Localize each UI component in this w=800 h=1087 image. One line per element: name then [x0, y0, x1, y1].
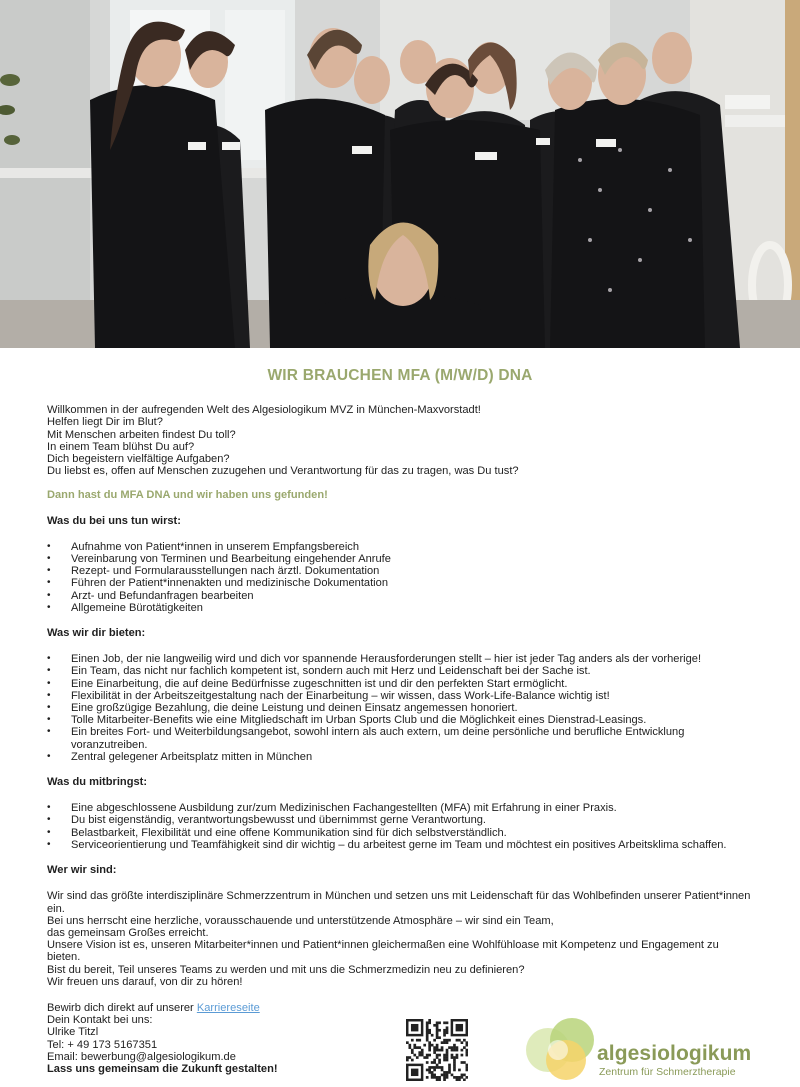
career-page-link[interactable]: Karriereseite	[196, 1001, 260, 1014]
intro	[47, 404, 752, 477]
headline: WIR BRAUCHEN MFA (M/W/D) DNA	[267, 367, 533, 384]
intro-line: Willkommen in der aufregenden Welt des Algesiologikum MVZ in München-Maxvorstadt!	[47, 404, 481, 417]
contact-name: Ulrike Titzl	[47, 1026, 99, 1039]
about-paragraph: Unsere Vision ist es, unseren Mitarbeiter*innen und Patient*innen gleichermaßen eine Wohlfühloase mit Kompetenz und Engagement zu bieten.	[47, 939, 719, 964]
logo-circles-icon	[522, 1014, 598, 1082]
tasks-list	[47, 541, 752, 614]
list-item: • Serviceorientierung und Teamfähigkeit sind dir wichtig – du arbeitest gerne im Team und möchtest ein positives Arbeitsklima schaffen.	[47, 839, 752, 851]
contact-email: Email: bewerbung@algesiologikum.de	[47, 1050, 236, 1063]
list-item: • Vereinbarung von Terminen und Bearbeitung eingehender Anrufe	[47, 553, 752, 565]
closing-line: Lass uns gemeinsam die Zukunft gestalten!	[47, 1062, 278, 1075]
offer-list	[47, 653, 752, 763]
intro-line: Dich begeistern vielfältige Aufgaben?	[47, 453, 230, 466]
contact-label: Dein Kontakt bei uns:	[47, 1014, 153, 1027]
intro-line: In einem Team blühst Du auf?	[47, 440, 195, 453]
logo-name: algesiologikum	[597, 1042, 752, 1065]
list-item: • Allgemeine Bürotätigkeiten	[47, 602, 752, 614]
list-item: • Eine abgeschlossene Ausbildung zur/zum Medizinischen Fachangestellten (MFA) mit Erfahrung in einer Praxis.	[47, 802, 752, 814]
algesiologikum-logo	[522, 1014, 762, 1082]
list-item: • Du bist eigenständig, verantwortungsbewusst und übernimmst gerne Verantwortung.	[47, 814, 752, 826]
list-item: • Eine großzügige Bezahlung, die deine Leistung und deinen Einsatz angemessen honoriert.	[47, 702, 752, 714]
about-title: Wer wir sind:	[47, 864, 117, 877]
list-item: • Eine Einarbeitung, die auf deine Bedürfnisse zugeschnitten ist und dir den perfekten Start ermöglicht.	[47, 678, 752, 690]
apply-line	[47, 1002, 752, 1014]
about-text	[47, 890, 752, 988]
qr-code[interactable]	[406, 1019, 468, 1081]
list-item: • Rezept- und Formularausstellungen nach ärztl. Dokumentation	[47, 565, 752, 577]
intro-line: Helfen liegt Dir im Blut?	[47, 416, 163, 429]
list-item: • Ein Team, das nicht nur fachlich kompetent ist, sondern auch mit Herz und Leidenschaft bei der Sache ist.	[47, 665, 752, 677]
qr-code-icon	[406, 1019, 468, 1081]
list-item: • Zentral gelegener Arbeitsplatz mitten in München	[47, 751, 752, 763]
about-paragraph: Bei uns herrscht eine herzliche, vorausschauende und unterstützende Atmosphäre – wir sind ein Team,	[47, 914, 554, 927]
apply-prefix: Bewirb dich direkt auf unserer	[47, 1001, 197, 1014]
intro-line: Mit Menschen arbeiten findest Du toll?	[47, 428, 236, 441]
team-photo-illustration	[0, 0, 800, 348]
team-photo	[0, 0, 800, 348]
job-ad-content	[47, 367, 752, 1075]
list-item: • Flexibilität in der Arbeitszeitgestaltung nach der Einarbeitung – wir wissen, dass Work-Life-Balance wichtig ist!	[47, 690, 752, 702]
list-item: • Tolle Mitarbeiter-Benefits wie eine Mitgliedschaft im Urban Sports Club und die Möglichkeit eines Dienstrad-Leasings.	[47, 714, 752, 726]
list-item: • Führen der Patient*innenakten und medizinische Dokumentation	[47, 577, 752, 589]
list-item: • Arzt- und Befundanfragen bearbeiten	[47, 590, 752, 602]
logo-subtitle: Zentrum für Schmerztherapie	[599, 1066, 736, 1078]
about-paragraph: das gemeinsam Großes erreicht.	[47, 926, 209, 939]
tasks-title: Was du bei uns tun wirst:	[47, 514, 181, 527]
about-paragraph: Bist du bereit, Teil unseres Teams zu werden und mit uns die Schmerzmedizin neu zu definieren?	[47, 963, 525, 976]
list-item: • Aufnahme von Patient*innen in unserem Empfangsbereich	[47, 541, 752, 553]
list-item: • Belastbarkeit, Flexibilität und eine offene Kommunikation sind für dich selbstverständlich.	[47, 827, 752, 839]
highlight-text: Dann hast du MFA DNA und wir haben uns gefunden!	[47, 489, 328, 502]
list-item: • Einen Job, der nie langweilig wird und dich vor spannende Herausforderungen stellt – hier ist jeder Tag anders als der vorherige!	[47, 653, 752, 665]
intro-line: Du liebst es, offen auf Menschen zuzugehen und Verantwortung für das zu tragen, was Du tust?	[47, 465, 519, 478]
about-paragraph: Wir freuen uns darauf, von dir zu hören!	[47, 975, 243, 988]
bring-title: Was du mitbringst:	[47, 776, 148, 789]
about-paragraph: Wir sind das größte interdisziplinäre Schmerzzentrum in München und setzen uns mit Leidenschaft für das Wohlbefinden unserer Patient*innen ein.	[47, 890, 751, 915]
bring-list	[47, 802, 752, 851]
list-item: • Ein breites Fort- und Weiterbildungsangebot, sowohl intern als auch extern, um deine persönliche und berufliche Entwicklung voranzutreiben.	[47, 726, 752, 750]
offer-title: Was wir dir bieten:	[47, 627, 146, 640]
contact-phone: Tel: + 49 173 5167351	[47, 1038, 158, 1051]
